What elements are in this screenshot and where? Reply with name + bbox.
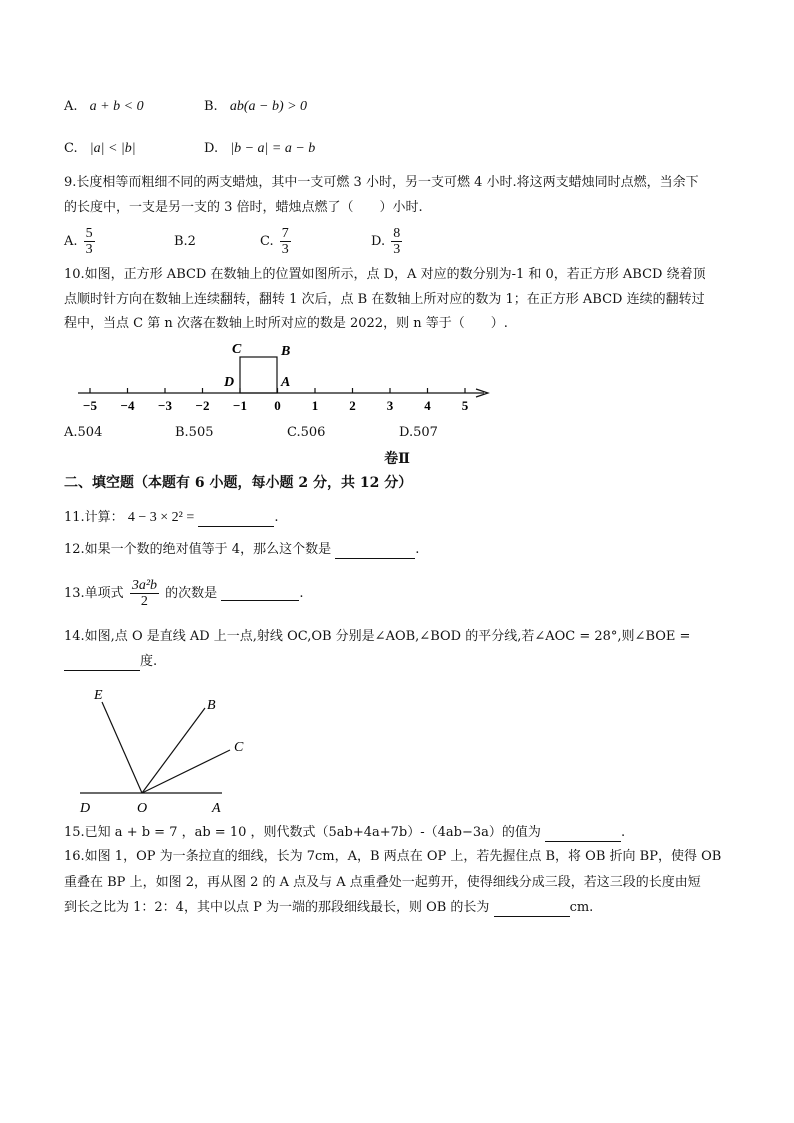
tick-label: 2 [349,398,356,413]
q10-option-c: C.506 [287,425,326,440]
suffix: 度. [140,654,158,669]
section-heading: 二、填空题（本题有 6 小题，每小题 2 分，共 12 分） [64,475,413,491]
suffix: cm. [569,900,594,915]
question-text: 13.单项式 [64,586,124,601]
q8-option-c [64,140,136,158]
answer-blank[interactable] [335,544,415,559]
label-a: A [212,801,221,816]
question-text: 15.已知 a + b = 7 ，ab = 10 ，则代数式（5ab+4a+7b）-（4ab−3a）的值为 [64,825,541,840]
question-text: 到长之比为 1：2：4，其中以点 P 为一端的那段细线最长，则 OB 的长为 [64,900,490,915]
q9-option-d [371,222,491,262]
question-text: 11.计算： [64,510,124,525]
q10-option-b: B.505 [175,425,214,440]
q8-option-a [64,98,144,116]
q11 [64,509,279,527]
answer-blank[interactable] [64,656,140,671]
option-expression: a + b < 0 [89,99,144,114]
label-e: E [94,688,103,703]
numerator: 8 [393,226,401,241]
ray-oe [102,702,142,793]
label-c: C [234,740,244,755]
suffix: . [274,510,279,525]
q14-line-1: 14.如图,点 O 是直线 AD 上一点,射线 OC,OB 分别是∠AOB,∠BOD 的平分线,若∠AOC = 28°,则∠BOE = [64,629,691,644]
square-abcd [240,357,277,393]
denominator: 3 [393,242,401,257]
fraction [84,226,95,257]
ray-ob [142,708,205,793]
tick-label: −4 [120,398,135,413]
q8-option-d [204,140,315,158]
question-text: 12.如果一个数的绝对值等于 4，那么这个数是 [64,542,332,557]
denominator: 2 [140,594,148,609]
option-label: B. [204,99,218,114]
q8-option-b [204,98,307,116]
denominator: 3 [281,242,289,257]
answer-blank[interactable] [198,512,274,527]
label-a: A [281,375,291,390]
tick-label: 1 [311,398,319,413]
q9-option-a [64,222,184,262]
q9-line-2: 的长度中，一支是另一支的 3 倍时，蜡烛点燃了（ ）小时. [64,200,423,215]
answer-blank[interactable] [545,827,621,842]
tick-label: −1 [233,398,247,413]
question-text: 的次数是 [165,586,218,601]
option-label: D. [371,234,386,249]
q10-line-1: 10.如图，正方形 ABCD 在数轴上的位置如图所示，点 D，A 对应的数分别为-1 和 0，若正方形 ABCD 绕着顶 [64,267,706,282]
tick-label: 0 [274,398,281,413]
expression: 4 − 3 × 2² = [127,510,195,525]
option-expression: |b − a| = a − b [230,141,316,156]
option-expression: |a| < |b| [89,141,136,156]
option-label: C. [64,141,78,156]
option-label: A. [64,99,78,114]
numerator: 5 [85,226,93,241]
label-b: B [207,698,216,713]
answer-blank[interactable] [494,902,570,917]
numerator: 7 [281,226,289,241]
q16-line-3 [64,899,593,917]
q16-line-1: 16.如图 1，OP 为一条拉直的细线，长为 7cm，A，B 两点在 OP 上，若先握住点 B，将 OB 折向 BP，使得 OB [64,849,722,864]
option-expression: ab(a − b) > 0 [229,99,308,114]
q16-line-2: 重叠在 BP 上，如图 2，再从图 2 的 A 点及与 A 点重叠处一起剪开，使得细线分成三段，若这三段的长度由短 [64,875,701,890]
label-o: O [137,801,148,816]
number-line-figure [60,335,510,415]
tick-label: 3 [386,398,394,413]
tick-label: 5 [461,398,469,413]
q10-option-d: D.507 [399,425,438,440]
tick-label: 4 [424,398,431,413]
fraction [391,226,402,257]
label-b: B [281,344,291,359]
tick-label: −2 [195,398,210,413]
q14-line-2 [64,653,157,671]
suffix: . [299,586,304,601]
option-label: C. [260,234,274,249]
tick-label: −3 [158,398,172,413]
axis-ticks [83,388,469,413]
option-label: A. [64,234,78,249]
numerator: 3a²b [131,578,158,593]
q10-line-3: 程中，当点 C 第 n 次落在数轴上时所对应的数是 2022，则 n 等于（ ）. [64,316,508,331]
q12 [64,541,419,559]
suffix: . [415,542,420,557]
label-d: D [80,801,91,816]
answer-blank[interactable] [221,586,299,601]
denominator: 3 [85,242,93,257]
label-d: D [224,375,235,390]
option-label: D. [204,141,219,156]
volume-title: 卷Ⅱ [384,451,410,467]
tick-label: −5 [83,398,97,413]
q9-option-c [260,222,380,262]
angle-figure [70,680,260,820]
q9-line-1: 9.长度相等而粗细不同的两支蜡烛，其中一支可燃 3 小时，另一支可燃 4 小时.将这两支蜡烛同时点燃，当余下 [64,175,699,190]
q9-option-b: B.2 [174,234,196,249]
label-c: C [232,342,242,357]
ray-oc [142,750,230,793]
q13 [64,574,303,614]
q15 [64,824,625,842]
fraction [280,226,291,257]
fraction [130,578,159,609]
q10-line-2: 点顺时针方向在数轴上连续翻转，翻转 1 次后，点 B 在数轴上所对应的数为 1；在正方形 ABCD 连续的翻转过 [64,292,705,307]
suffix: . [621,825,626,840]
q10-option-a: A.504 [64,425,103,440]
